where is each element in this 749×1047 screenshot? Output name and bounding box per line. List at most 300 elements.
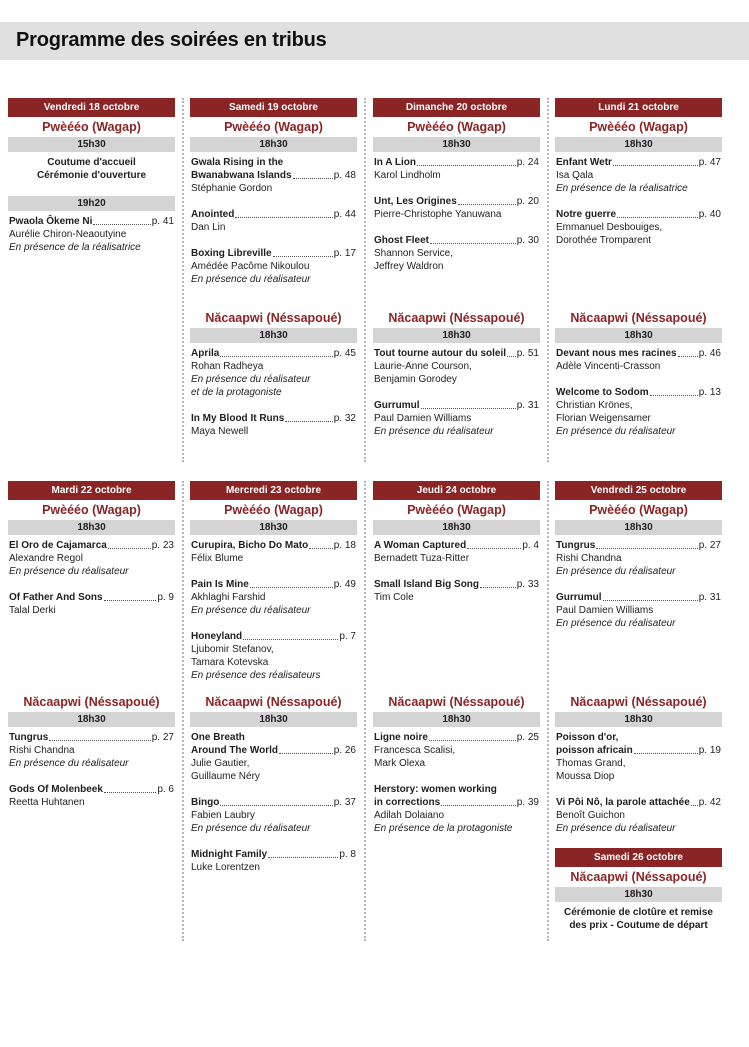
film-list <box>555 156 722 247</box>
venue-name: Pwèééo (Wagap) <box>42 120 141 134</box>
day-column <box>373 481 540 941</box>
film-title-line <box>374 731 539 744</box>
venue-name: Năcaapwi (Néssapoué) <box>205 695 342 709</box>
director-name: Karol Lindholm <box>374 170 441 181</box>
film-title: Of Father And Sons <box>9 592 103 603</box>
presence-note: En présence du réalisateur <box>191 274 311 285</box>
director-name: Luke Lorentzen <box>191 862 260 873</box>
film-entry <box>556 208 721 247</box>
film-title: Tungrus <box>9 732 49 743</box>
time-bar: 18h30 <box>555 712 722 727</box>
dot-leader <box>104 783 156 793</box>
film-title-line <box>191 539 356 552</box>
film-title: In A Lion <box>374 157 417 168</box>
film-title-line <box>374 796 539 809</box>
director-name: Rohan Radheya <box>191 361 264 372</box>
presence-note: et de la protagoniste <box>191 387 282 398</box>
venue-name: Pwèééo (Wagap) <box>589 503 688 517</box>
film-title-line <box>556 796 721 809</box>
film-list <box>555 731 722 835</box>
page-ref: p. 31 <box>516 400 539 411</box>
film-entry <box>556 796 721 835</box>
film-entry <box>191 247 356 286</box>
ceremony-line: des prix - Coutume de départ <box>569 920 708 931</box>
page-ref: p. 31 <box>698 592 721 603</box>
film-title: One Breath <box>191 732 245 743</box>
page-ref: p. 19 <box>698 745 721 756</box>
film-list <box>190 731 357 874</box>
film-title-line <box>191 412 356 425</box>
film-title-line <box>556 591 721 604</box>
time-bar: 18h30 <box>555 887 722 902</box>
venue-name: Năcaapwi (Néssapoué) <box>570 311 707 325</box>
film-list <box>190 156 357 286</box>
page-ref: p. 27 <box>698 540 721 551</box>
film-title-line <box>556 744 721 757</box>
film-title: Enfant Wetr <box>556 157 612 168</box>
page-ref: p. 37 <box>333 797 356 808</box>
dot-leader <box>250 578 333 588</box>
film-title-line <box>191 744 356 757</box>
venue-spacer <box>8 182 175 196</box>
dot-leader <box>108 539 151 549</box>
time-bar: 15h30 <box>8 137 175 152</box>
presence-note: En présence des réalisateurs <box>191 670 321 681</box>
film-title: Herstory: women working <box>374 784 497 795</box>
dot-leader <box>93 215 150 225</box>
venue-block <box>373 500 540 604</box>
film-entry <box>374 539 539 565</box>
venue-block <box>190 500 357 682</box>
director-name: Reetta Huhtanen <box>9 797 85 808</box>
director-name: Moussa Diop <box>556 771 615 782</box>
film-title: Around The World <box>191 745 279 756</box>
director-name: Emmanuel Desbouiges, <box>556 222 663 233</box>
film-title-line <box>191 247 356 260</box>
day-header: Samedi 26 octobre <box>555 848 722 867</box>
film-title: Devant nous mes racines <box>556 348 677 359</box>
time-bar: 18h30 <box>8 712 175 727</box>
film-title-line <box>191 347 356 360</box>
day-header: Samedi 19 octobre <box>190 98 357 117</box>
film-entry <box>374 731 539 770</box>
film-title-line <box>556 386 721 399</box>
page-ref: p. 9 <box>157 592 174 603</box>
director-name: Maya Newell <box>191 426 249 437</box>
page-ref: p. 41 <box>151 216 174 227</box>
time-bar: 18h30 <box>373 137 540 152</box>
film-entry <box>9 731 174 770</box>
film-title-line <box>9 215 174 228</box>
film-title: Small Island Big Song <box>374 579 480 590</box>
dot-leader <box>467 539 521 549</box>
page-ref: p. 30 <box>516 235 539 246</box>
presence-note: En présence du réalisateur <box>556 823 676 834</box>
dot-leader <box>293 169 333 179</box>
time-bar: 18h30 <box>555 520 722 535</box>
dot-leader <box>273 247 333 257</box>
film-title: Notre guerre <box>556 209 617 220</box>
time-bar: 18h30 <box>190 328 357 343</box>
director-name: Rishi Chandna <box>9 745 75 756</box>
director-name: Talal Derki <box>9 605 56 616</box>
film-title: In My Blood It Runs <box>191 413 285 424</box>
page-ref: p. 25 <box>516 732 539 743</box>
dot-leader <box>507 347 516 357</box>
film-title: Curupira, Bicho Do Mato <box>191 540 309 551</box>
director-name: Bernadett Tuza-Ritter <box>374 553 470 564</box>
page-ref: p. 49 <box>333 579 356 590</box>
dot-leader <box>309 539 333 549</box>
film-title: Welcome to Sodom <box>556 387 649 398</box>
director-name: Christian Krönes, <box>556 400 633 411</box>
venue-block <box>555 500 722 630</box>
film-entry <box>556 539 721 578</box>
dot-leader <box>235 208 332 218</box>
film-title-line <box>191 630 356 643</box>
film-entry <box>191 848 356 874</box>
day-header: Vendredi 25 octobre <box>555 481 722 500</box>
film-title: in corrections <box>374 797 441 808</box>
time-bar: 18h30 <box>373 520 540 535</box>
day-column <box>190 481 357 941</box>
venue-block <box>373 692 540 835</box>
page-ref: p. 33 <box>516 579 539 590</box>
film-title-line <box>374 347 539 360</box>
presence-note: En présence du réalisateur <box>9 566 129 577</box>
venue-block <box>190 308 357 438</box>
film-title: Pwaola Ôkeme Ni <box>9 216 93 227</box>
dot-leader <box>104 591 157 601</box>
film-title: Boxing Libreville <box>191 248 272 259</box>
venue-name: Pwèééo (Wagap) <box>42 503 141 517</box>
director-name: Amédée Pacôme Nikoulou <box>191 261 310 272</box>
film-entry <box>556 386 721 438</box>
film-entry <box>374 578 539 604</box>
page-ref: p. 23 <box>151 540 174 551</box>
page-ref: p. 13 <box>698 387 721 398</box>
director-name: Pierre-Christophe Yanuwana <box>374 209 502 220</box>
film-title: Tungrus <box>556 540 596 551</box>
venue-block <box>555 308 722 438</box>
film-entry <box>556 591 721 630</box>
presence-note: En présence du réalisateur <box>191 374 311 385</box>
page-ref: p. 6 <box>157 784 174 795</box>
page-ref: p. 44 <box>333 209 356 220</box>
venue-block <box>8 182 175 254</box>
presence-note: En présence du réalisateur <box>191 823 311 834</box>
director-name: Alexandre Regol <box>9 553 83 564</box>
presence-note: En présence de la réalisatrice <box>9 242 141 253</box>
venue-name: Năcaapwi (Néssapoué) <box>570 695 707 709</box>
page-ref: p. 42 <box>698 797 721 808</box>
film-title: Gods Of Molenbeek <box>9 784 103 795</box>
dot-leader <box>220 796 332 806</box>
page-title: Programme des soirées en tribus <box>16 29 327 51</box>
venue-name: Năcaapwi (Néssapoué) <box>388 695 525 709</box>
film-title: Pain Is Mine <box>191 579 249 590</box>
film-list <box>373 347 540 438</box>
ceremony-line: Cérémonie de clotûre et remise <box>564 907 713 918</box>
film-list <box>555 347 722 438</box>
day-column <box>190 98 357 462</box>
film-title: Tout tourne autour du soleil <box>374 348 507 359</box>
page-ref: p. 27 <box>151 732 174 743</box>
day-column <box>373 98 540 462</box>
director-name: Thomas Grand, <box>556 758 626 769</box>
ceremony-line: Coutume d'accueil <box>47 157 136 168</box>
film-title-line <box>556 539 721 552</box>
day-header: Vendredi 18 octobre <box>8 98 175 117</box>
film-title-line <box>191 848 356 861</box>
presence-note: En présence de la réalisatrice <box>556 183 688 194</box>
director-name: Paul Damien Williams <box>374 413 472 424</box>
ceremony-line: Cérémonie d'ouverture <box>36 170 147 181</box>
film-title: Honeyland <box>191 631 243 642</box>
ceremony-text <box>555 906 722 932</box>
dot-leader <box>613 156 698 166</box>
director-name: Rishi Chandna <box>556 553 622 564</box>
venue-block <box>190 117 357 286</box>
film-title: Vi Pôi Nô, la parole attachée <box>556 797 690 808</box>
page-ref: p. 26 <box>333 745 356 756</box>
director-name: Francesca Scalisi, <box>374 745 456 756</box>
film-entry <box>191 412 356 438</box>
dot-leader <box>421 399 516 409</box>
film-title: Unt, Les Origines <box>374 196 457 207</box>
film-title: poisson africain <box>556 745 633 756</box>
film-list <box>8 215 175 254</box>
day-column <box>8 481 175 941</box>
page-ref: p. 24 <box>516 157 539 168</box>
film-entry <box>556 347 721 373</box>
film-title: A Woman Captured <box>374 540 467 551</box>
film-entry <box>191 578 356 617</box>
dot-leader <box>634 744 698 754</box>
venue-block <box>8 500 175 617</box>
director-name: Stéphanie Gordon <box>191 183 273 194</box>
director-name: Benoît Guichon <box>556 810 625 821</box>
ceremony-text <box>8 156 175 182</box>
presence-note: En présence de la protagoniste <box>374 823 513 834</box>
dot-leader <box>650 386 698 396</box>
film-title-line <box>374 156 539 169</box>
venue-name: Năcaapwi (Néssapoué) <box>23 695 160 709</box>
film-entry <box>374 195 539 221</box>
venue-name: Năcaapwi (Néssapoué) <box>388 311 525 325</box>
extra-day-block <box>555 848 722 932</box>
film-entry <box>374 347 539 386</box>
page-ref: p. 39 <box>516 797 539 808</box>
dot-leader <box>49 731 150 741</box>
film-entry <box>374 783 539 835</box>
film-title-line <box>374 234 539 247</box>
film-title: Ligne noire <box>374 732 428 743</box>
dot-leader <box>691 796 698 806</box>
day-header: Mercredi 23 octobre <box>190 481 357 500</box>
time-bar: 18h30 <box>555 328 722 343</box>
column-separator <box>547 98 549 462</box>
venue-name: Năcaapwi (Néssapoué) <box>205 311 342 325</box>
director-name: Isa Qala <box>556 170 594 181</box>
page-ref: p. 7 <box>339 631 356 642</box>
director-name: Guillaume Néry <box>191 771 260 782</box>
dot-leader <box>480 578 516 588</box>
venue-name: Pwèééo (Wagap) <box>224 120 323 134</box>
film-title-line <box>9 783 174 796</box>
director-name: Tim Cole <box>374 592 414 603</box>
director-name: Dan Lin <box>191 222 226 233</box>
presence-note: En présence du réalisateur <box>9 758 129 769</box>
director-name: Adèle Vincenti-Crasson <box>556 361 661 372</box>
page-ref: p. 4 <box>522 540 539 551</box>
film-title: Midnight Family <box>191 849 268 860</box>
day-header: Dimanche 20 octobre <box>373 98 540 117</box>
film-title: El Oro de Cajamarca <box>9 540 107 551</box>
page-ref: p. 18 <box>333 540 356 551</box>
director-name: Félix Blume <box>191 553 244 564</box>
film-entry <box>191 731 356 783</box>
column-separator <box>364 481 366 941</box>
dot-leader <box>220 347 332 357</box>
page-ref: p. 45 <box>333 348 356 359</box>
week-2-section <box>0 481 749 941</box>
venue-name: Năcaapwi (Néssapoué) <box>570 870 707 884</box>
dot-leader <box>285 412 332 422</box>
film-title-line <box>374 539 539 552</box>
film-entry <box>9 539 174 578</box>
film-title-line <box>9 539 174 552</box>
director-name: Florian Weigensamer <box>556 413 651 424</box>
film-list <box>373 156 540 273</box>
film-title: Aprila <box>191 348 220 359</box>
column-separator <box>364 98 366 462</box>
film-entry <box>9 591 174 617</box>
film-title-line <box>374 195 539 208</box>
day-header: Mardi 22 octobre <box>8 481 175 500</box>
venue-block <box>8 692 175 809</box>
day-header: Jeudi 24 octobre <box>373 481 540 500</box>
venue-block <box>190 692 357 874</box>
film-entry <box>9 783 174 809</box>
time-bar: 19h20 <box>8 196 175 211</box>
dot-leader <box>430 234 516 244</box>
director-name: Julie Gautier, <box>191 758 250 769</box>
director-name: Akhlaghi Farshid <box>191 592 266 603</box>
film-title-line <box>191 578 356 591</box>
dot-leader <box>429 731 516 741</box>
venue-block <box>373 308 540 438</box>
dot-leader <box>617 208 698 218</box>
page-ref: p. 20 <box>516 196 539 207</box>
day-header: Lundi 21 octobre <box>555 98 722 117</box>
column-separator <box>182 481 184 941</box>
director-name: Aurélie Chiron-Neaoutyine <box>9 229 127 240</box>
dot-leader <box>268 848 338 858</box>
time-bar: 18h30 <box>190 137 357 152</box>
presence-note: En présence du réalisateur <box>556 426 676 437</box>
venue-block <box>8 117 175 182</box>
director-name: Laurie-Anne Courson, <box>374 361 472 372</box>
film-title-line <box>556 208 721 221</box>
film-list <box>190 347 357 438</box>
day-column <box>555 98 722 462</box>
director-name: Shannon Service, <box>374 248 453 259</box>
dot-leader <box>441 796 516 806</box>
column-separator <box>547 481 549 941</box>
film-entry <box>191 208 356 234</box>
film-title-line <box>191 796 356 809</box>
venue-name: Pwèééo (Wagap) <box>407 120 506 134</box>
time-bar: 18h30 <box>190 712 357 727</box>
page-ref: p. 17 <box>333 248 356 259</box>
presence-note: En présence du réalisateur <box>556 566 676 577</box>
dot-leader <box>603 591 698 601</box>
dot-leader <box>417 156 516 166</box>
dot-leader <box>279 744 333 754</box>
venue-name: Pwèééo (Wagap) <box>407 503 506 517</box>
film-entry <box>374 234 539 273</box>
page-ref: p. 48 <box>333 170 356 181</box>
film-entry <box>191 347 356 399</box>
page-ref: p. 32 <box>333 413 356 424</box>
film-title-line <box>374 399 539 412</box>
film-entry <box>191 156 356 195</box>
page-ref: p. 51 <box>516 348 539 359</box>
dot-leader <box>596 539 697 549</box>
film-title-line <box>9 591 174 604</box>
venue-name: Pwèééo (Wagap) <box>224 503 323 517</box>
film-entry <box>374 156 539 182</box>
column-separator <box>182 98 184 462</box>
day-column <box>555 481 722 941</box>
film-title-line <box>9 731 174 744</box>
venue-block <box>555 117 722 247</box>
dot-leader <box>458 195 516 205</box>
director-name: Adilah Dolaiano <box>374 810 445 821</box>
page-ref: p. 47 <box>698 157 721 168</box>
film-title: Bingo <box>191 797 220 808</box>
venue-block <box>555 692 722 835</box>
page-ref: p. 40 <box>698 209 721 220</box>
page-ref: p. 8 <box>339 849 356 860</box>
director-name: Paul Damien Williams <box>556 605 654 616</box>
film-title: Gurrumul <box>374 400 420 411</box>
director-name: Tamara Kotevska <box>191 657 269 668</box>
film-title-line <box>191 169 356 182</box>
director-name: Dorothée Tromparent <box>556 235 652 246</box>
film-entry <box>556 731 721 783</box>
page-ref: p. 46 <box>698 348 721 359</box>
week-1-section <box>0 98 749 462</box>
film-entry <box>374 399 539 438</box>
time-bar: 18h30 <box>8 520 175 535</box>
presence-note: En présence du réalisateur <box>191 605 311 616</box>
film-list <box>8 731 175 809</box>
film-title: Anointed <box>191 209 235 220</box>
presence-note: En présence du réalisateur <box>374 426 494 437</box>
film-title-line <box>374 578 539 591</box>
film-entry <box>556 156 721 195</box>
dot-leader <box>678 347 698 357</box>
film-title: Gurrumul <box>556 592 602 603</box>
film-title: Gwala Rising in the <box>191 157 284 168</box>
director-name: Fabien Laubry <box>191 810 255 821</box>
director-name: Ljubomir Stefanov, <box>191 644 274 655</box>
film-title: Poisson d'or, <box>556 732 619 743</box>
film-entry <box>191 539 356 565</box>
film-title-line <box>191 208 356 221</box>
